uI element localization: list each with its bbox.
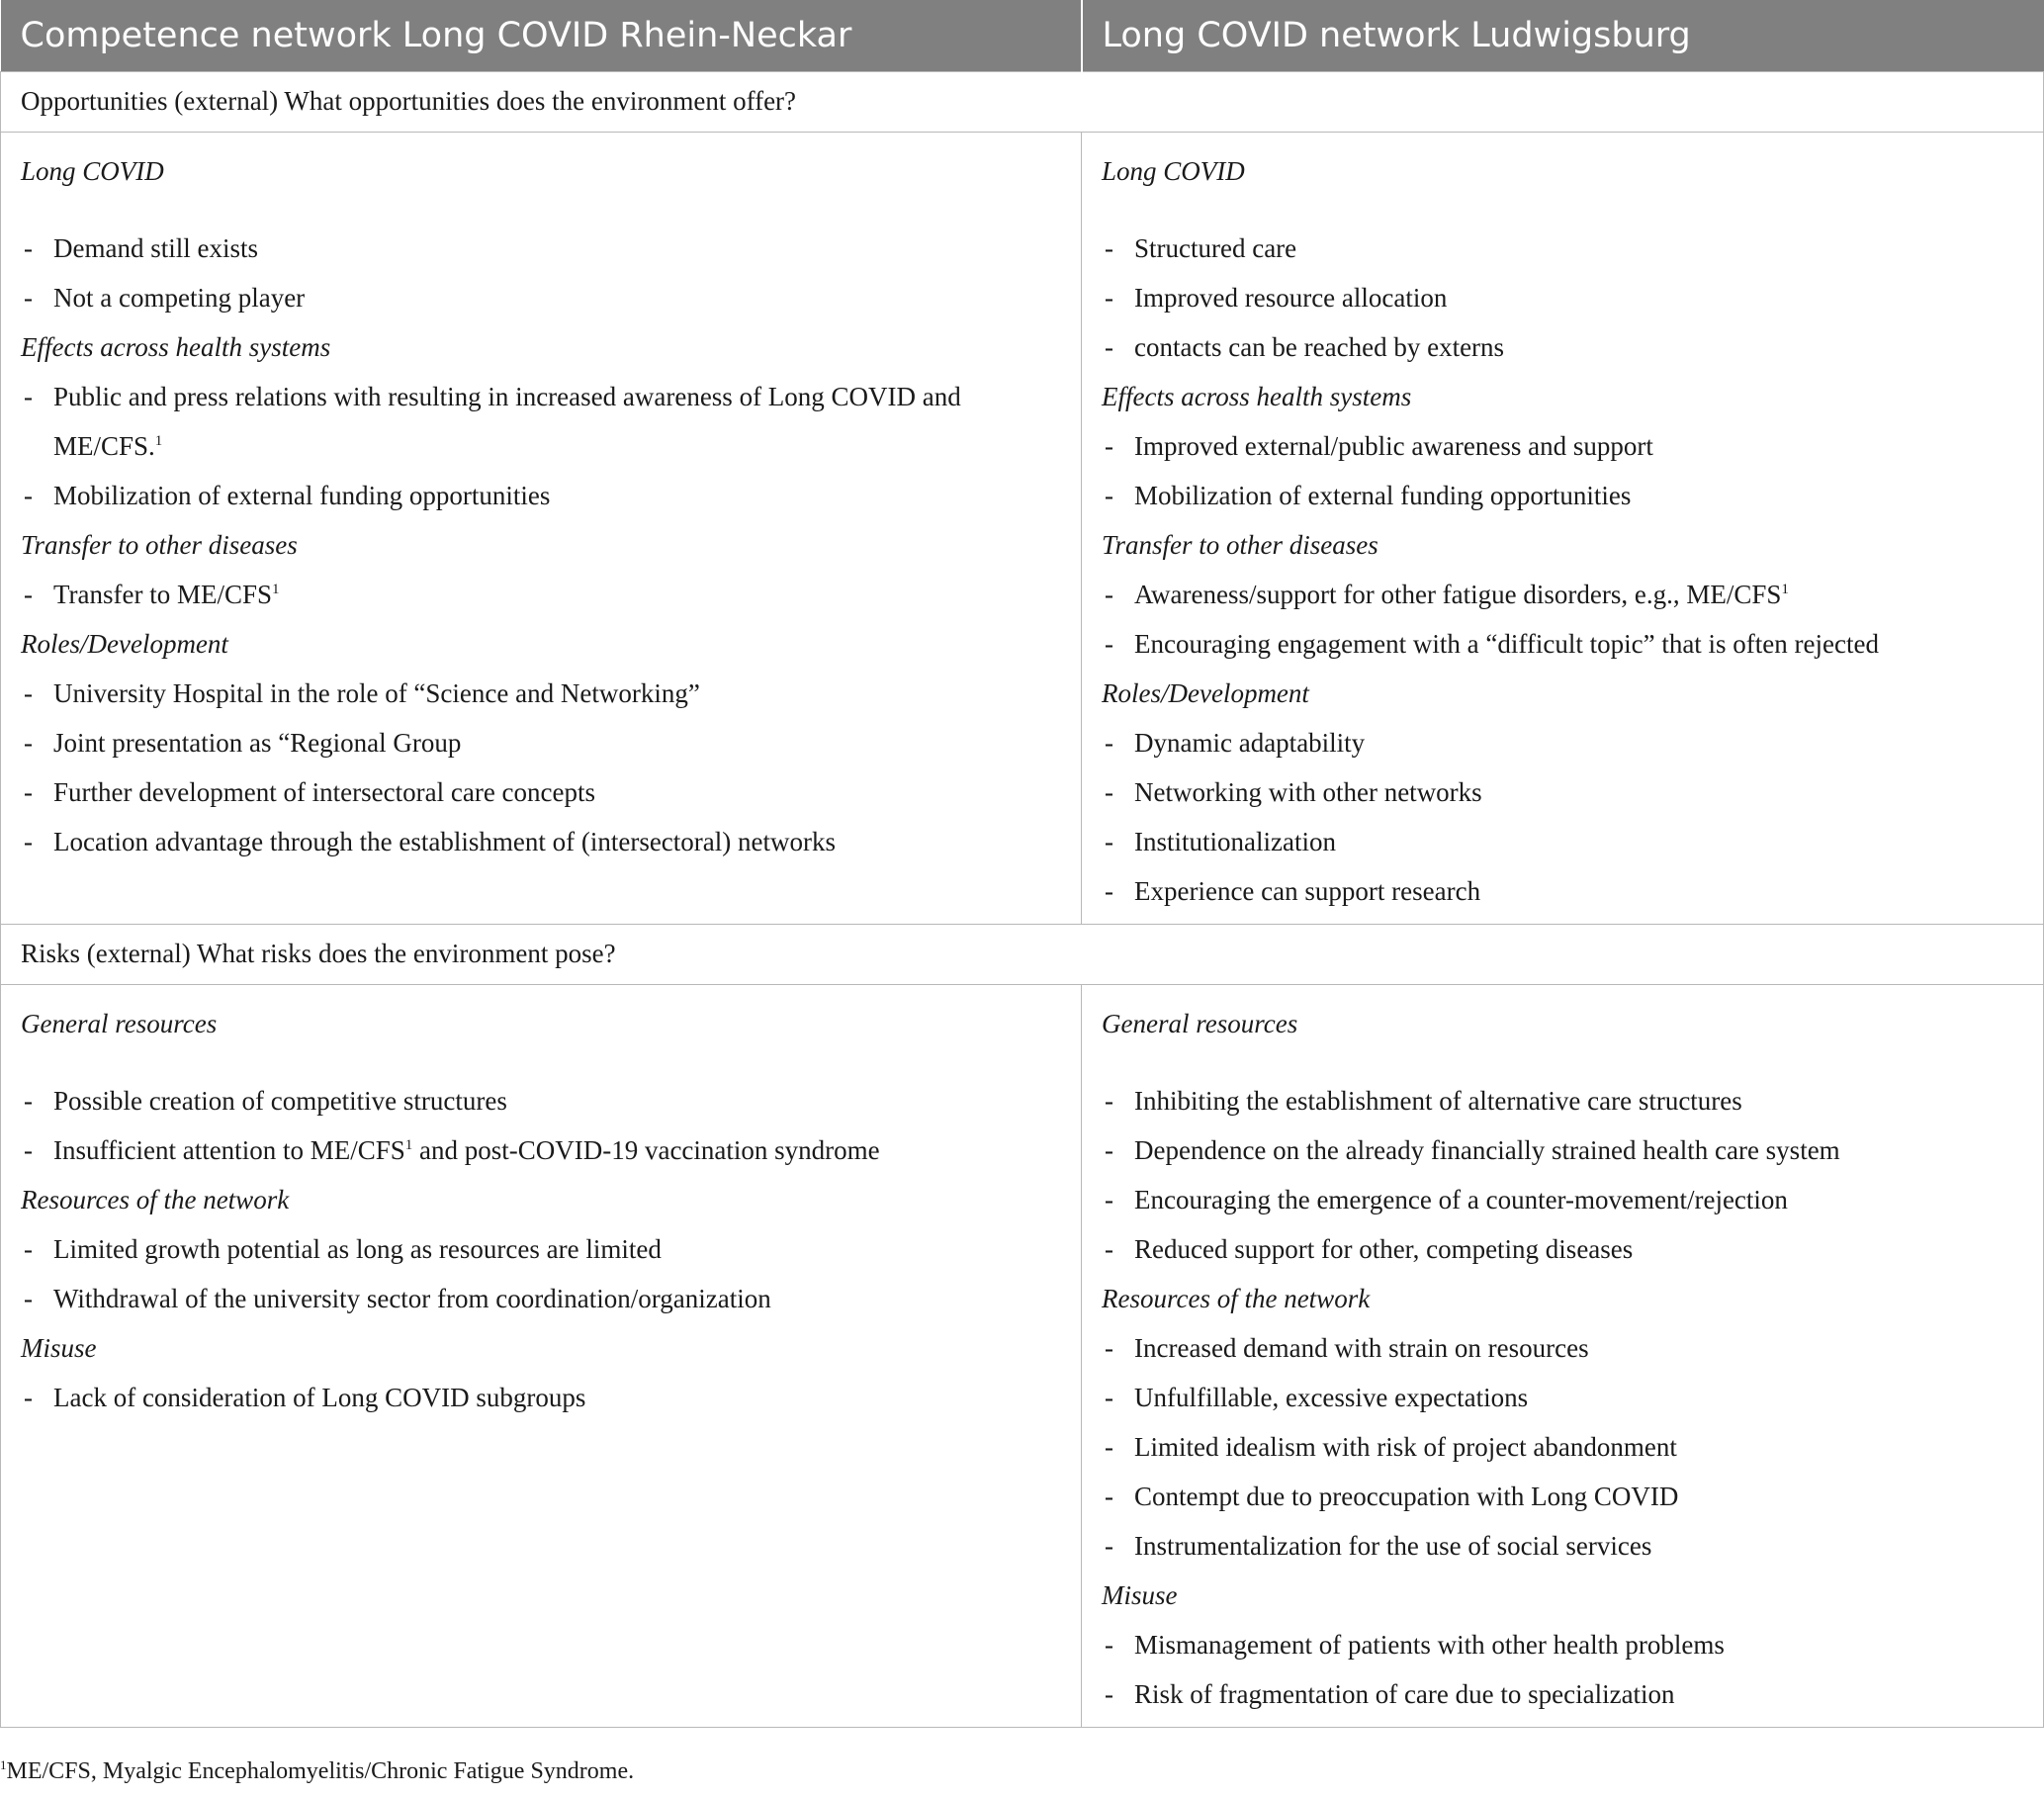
subheading-effects: Effects across health systems <box>1102 381 1412 411</box>
list-item: - Limited growth potential as long as resources are limited <box>21 1224 1061 1274</box>
risks-right-cell <box>1082 984 2044 1727</box>
list-item: - University Hospital in the role of “Science and Networking” <box>21 669 1061 718</box>
list-item: - Not a competing player <box>21 273 1061 322</box>
risks-left-cell <box>1 984 1082 1727</box>
section-row-risks <box>1 924 2044 984</box>
list-item: - Institutionalization <box>1102 817 2023 866</box>
subheading-network: Resources of the network <box>21 1184 290 1214</box>
subheading-roles: Roles/Development <box>21 628 228 659</box>
subheading-long-covid: Long COVID <box>21 155 164 186</box>
list-item: - Possible creation of competitive structures <box>21 1076 1061 1125</box>
subheading-roles: Roles/Development <box>1102 677 1309 708</box>
footnote-marker: 1 <box>272 581 280 597</box>
list-item: - Public and press relations with resulting in increased awareness of Long COVID and <box>21 372 1061 421</box>
list-item: - Increased demand with strain on resources <box>1102 1323 2023 1373</box>
list-item: - Awareness/support for other fatigue disorders, e.g., ME/CFS$^1$ <box>1102 570 2023 619</box>
list-item: - Dynamic adaptability <box>1102 718 2023 767</box>
footnote-marker: 1 <box>154 432 163 449</box>
opportunities-right-cell <box>1082 132 2044 924</box>
subheading-transfer: Transfer to other diseases <box>1102 529 1378 560</box>
list-item: - Unfulfillable, excessive expectations <box>1102 1373 2023 1422</box>
list-item: - Experience can support research <box>1102 866 2023 916</box>
list-item: - Inhibiting the establishment of alternative care structures <box>1102 1076 2023 1125</box>
footnote-text: ME/CFS, Myalgic Encephalomyelitis/Chronic Fatigue Syndrome. <box>6 1758 635 1784</box>
list-item: - Lack of consideration of Long COVID subgroups <box>21 1373 1061 1422</box>
list-item: - Encouraging the emergence of a counter-movement/rejection <box>1102 1175 2023 1224</box>
footnote-marker: 1 <box>404 1136 413 1153</box>
list-item: - Contempt due to preoccupation with Long COVID <box>1102 1472 2023 1521</box>
footnote-marker: 1 <box>1781 581 1789 597</box>
risks-row <box>1 984 2044 1727</box>
header-rhein-neckar: Competence network Long COVID Rhein-Neckar <box>1 0 1082 71</box>
list-item: - Demand still exists <box>21 224 1061 273</box>
list-item: - Structured care <box>1102 224 2023 273</box>
section-title-risks: Risks (external) What risks does the environment pose? <box>1 924 2044 984</box>
section-title-opportunities: Opportunities (external) What opportunities does the environment offer? <box>1 71 2044 132</box>
header-row <box>1 0 2044 71</box>
subheading-network: Resources of the network <box>1102 1283 1371 1313</box>
section-row-opportunities <box>1 71 2044 132</box>
footnote <box>0 1758 634 1785</box>
subheading-long-covid: Long COVID <box>1102 155 1245 186</box>
opportunities-row <box>1 132 2044 924</box>
list-item: - Mobilization of external funding opportunities <box>1102 471 2023 520</box>
list-item: - Limited idealism with risk of project abandonment <box>1102 1422 2023 1472</box>
list-item: - Joint presentation as “Regional Group <box>21 718 1061 767</box>
list-item: - Transfer to ME/CFS$^1$ <box>21 570 1061 619</box>
list-item: - Further development of intersectoral care concepts <box>21 767 1061 817</box>
subheading-effects: Effects across health systems <box>21 331 331 362</box>
list-item: - Mobilization of external funding opportunities <box>21 471 1061 520</box>
opportunities-left-cell <box>1 132 1082 924</box>
list-item: - Instrumentalization for the use of social services <box>1102 1521 2023 1571</box>
list-item: - Location advantage through the establishment of (intersectoral) networks <box>21 817 1061 866</box>
list-item: - contacts can be reached by externs <box>1102 322 2023 372</box>
list-item: - Networking with other networks <box>1102 767 2023 817</box>
list-item: - Improved external/public awareness and support <box>1102 421 2023 471</box>
list-item: - Dependence on the already financially strained health care system <box>1102 1125 2023 1175</box>
list-item: - Insufficient attention to ME/CFS$^1$ and post-COVID-19 vaccination syndrome <box>21 1125 1061 1175</box>
list-item: - Improved resource allocation <box>1102 273 2023 322</box>
list-item: - Encouraging engagement with a “difficult topic” that is often rejected <box>1102 619 2023 669</box>
subheading-transfer: Transfer to other diseases <box>21 529 298 560</box>
list-item: - Withdrawal of the university sector from coordination/organization <box>21 1274 1061 1323</box>
list-item: - Risk of fragmentation of care due to specialization <box>1102 1669 2023 1719</box>
footnote-marker: 1 <box>0 1757 7 1772</box>
subheading-misuse: Misuse <box>1102 1579 1178 1610</box>
list-item: - Mismanagement of patients with other health problems <box>1102 1620 2023 1669</box>
list-item: - Reduced support for other, competing diseases <box>1102 1224 2023 1274</box>
subheading-general: General resources <box>1102 1008 1298 1038</box>
subheading-general: General resources <box>21 1008 218 1038</box>
header-ludwigsburg: Long COVID network Ludwigsburg <box>1082 0 2044 71</box>
list-item-continuation: ME/CFS.$^1$ <box>53 430 163 461</box>
subheading-misuse: Misuse <box>21 1332 97 1363</box>
